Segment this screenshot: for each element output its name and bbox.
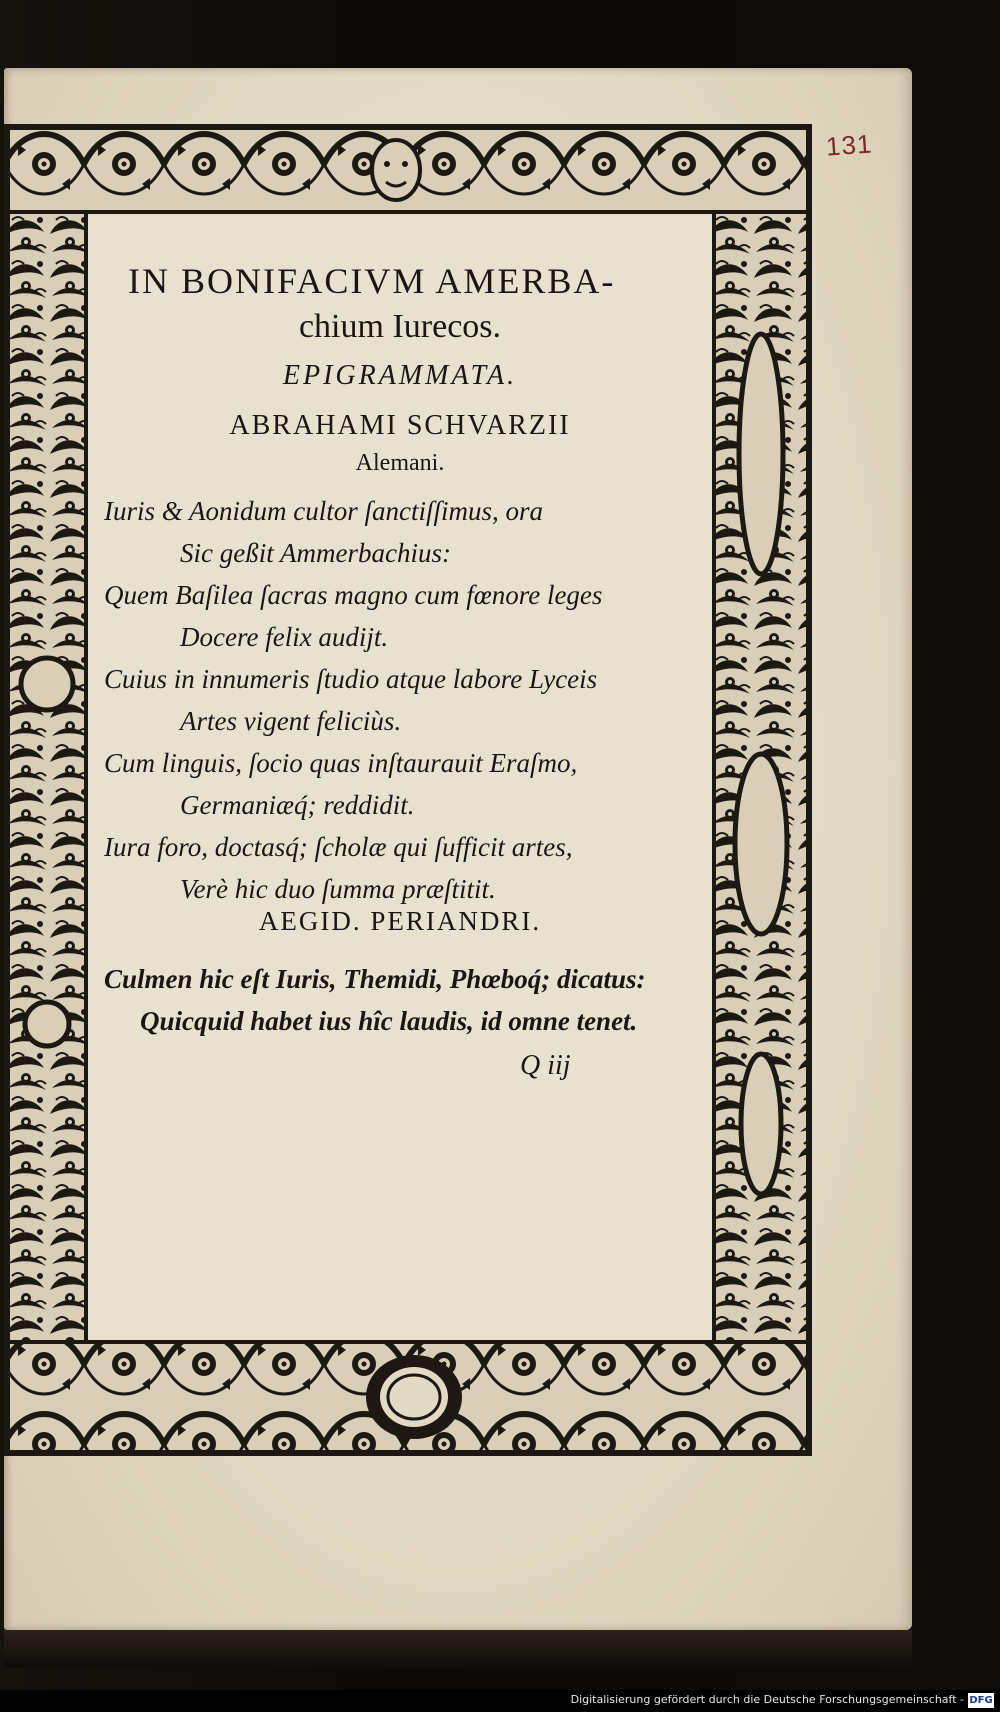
verse-line: Verè hic duo ſumma præſtitit. — [180, 874, 496, 904]
dfg-logo: DFG — [969, 1695, 993, 1706]
verse-line: Artes vigent feliciùs. — [180, 706, 402, 736]
title-line-2: chium Iurecos. — [298, 308, 502, 345]
verse-line: Germaniæq́; reddidit. — [180, 790, 415, 820]
epigrammata-heading: EPIGRAMMATA. — [282, 360, 518, 391]
verse-line: Iuris & Aonidum cultor ſanctiſſimus, ora — [104, 496, 544, 526]
author-1-origin: Alemani. — [355, 450, 445, 476]
verse-line: Sic geßit Ammerbachius: — [180, 538, 451, 568]
verse-line: Iura foro, doctasq́; ſcholæ qui ſufficit artes, — [104, 832, 573, 862]
verse-line: Cum linguis, ſocio quas inſtaurauit Eraſmo, — [104, 748, 578, 778]
page-bottom-edge — [4, 1630, 912, 1668]
funding-credit: Digitalisierung gefördert durch die Deutsche Forschungsgemeinschaft - — [570, 1693, 964, 1706]
verse-line: Quem Baſilea ſacras magno cum fœnore leges — [104, 580, 603, 610]
author-2-name: AEGID. PERIANDRI. — [258, 906, 542, 936]
author-1-name: ABRAHAMI SCHVARZII — [229, 410, 571, 441]
verse-line: Culmen hic eſt Iuris, Themidi, Phœboq́; dicatus: — [104, 964, 646, 994]
folio-number: 131 — [824, 128, 874, 162]
title-line-1: IN BONIFACIVM AMERBA- — [128, 261, 616, 301]
verse-line: Docere felix audijt. — [180, 622, 389, 652]
signature-mark: Q iij — [520, 1050, 571, 1081]
verse-line: Cuius in innumeris ſtudio atque labore Lyceis — [104, 664, 598, 694]
verse-line: Quicquid habet ius hîc laudis, id omne tenet. — [140, 1006, 638, 1036]
